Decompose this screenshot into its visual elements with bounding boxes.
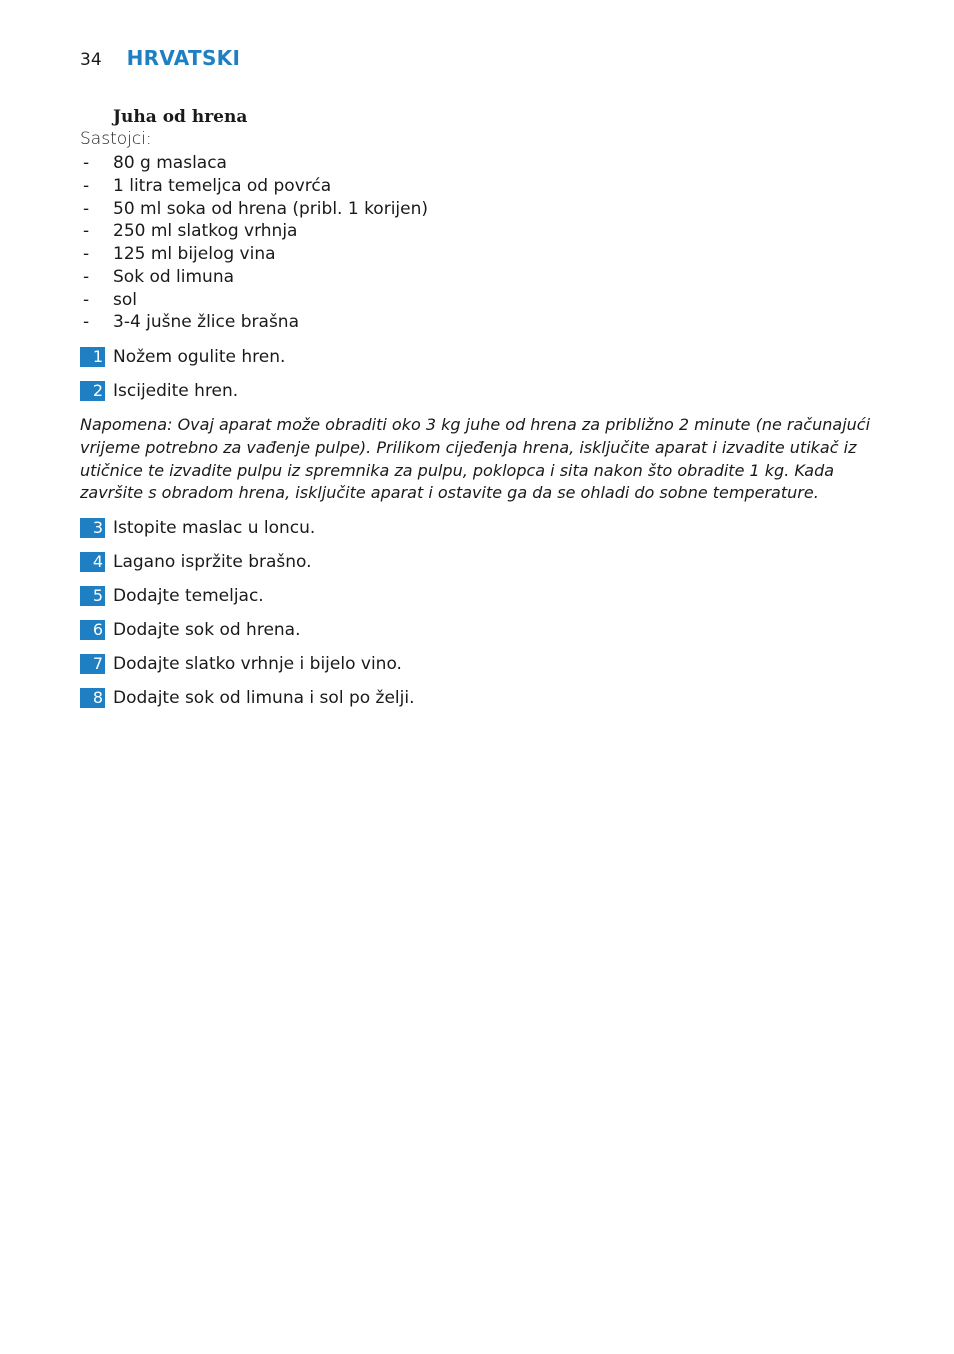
ingredient-item: - 50 ml soka od hrena (pribl. 1 korijen) <box>83 198 429 219</box>
ingredient-text: 250 ml slatkog vrhnja <box>113 221 298 242</box>
step-text: Dodajte sok od limuna i sol po želji. <box>113 688 415 708</box>
ingredient-item: - 1 litra temeljca od povrća <box>83 175 332 196</box>
step-number-badge: 4 <box>80 552 105 572</box>
ingredient-text: 125 ml bijelog vina <box>113 244 276 264</box>
section-title: HRVATSKI <box>126 46 241 70</box>
ingredient-item: - 125 ml bijelog vina <box>83 244 276 264</box>
ingredient-text: 50 ml soka od hrena (pribl. 1 korijen) <box>113 198 429 219</box>
step-8 <box>80 687 415 709</box>
ingredient-item: - 80 g maslaca <box>83 153 227 173</box>
ingredient-text: 1 litra temeljca od povrća <box>113 175 332 196</box>
step-number-badge: 5 <box>80 586 105 606</box>
step-3 <box>80 517 315 539</box>
ingredient-text: 3-4 jušne žlice brašna <box>113 312 299 333</box>
ingredients-label: Sastojci: <box>80 129 152 149</box>
note-paragraph: Napomena: Ovaj aparat može obraditi oko 3 kg juhe od hrena za približno 2 minute (ne računajući vrijeme potrebno za vađenje pulpe). Prilikom cijeđenja hrena, isključite aparat i izvadite utikač iz utičnice te izvadite pulpu iz spremnika za pulpu, poklopca i sita nakon što obradite 1 kg. Kada završite s obradom hrena, isključite aparat i ostavite ga da se ohladi do sobne temperature. <box>80 415 871 503</box>
page-number: 34 <box>80 50 102 70</box>
step-6 <box>80 619 301 641</box>
step-text: Lagano ispržite brašno. <box>113 552 312 572</box>
step-5 <box>80 585 264 607</box>
ingredient-item: - sol <box>83 289 137 310</box>
step-number-badge: 3 <box>80 518 105 538</box>
ingredients-list <box>80 152 428 334</box>
step-number-badge: 2 <box>80 381 105 401</box>
step-text: Dodajte sok od hrena. <box>113 620 301 640</box>
step-number-badge: 1 <box>80 347 105 367</box>
ingredient-text: sol <box>113 289 137 310</box>
ingredient-text: Sok od limuna <box>113 266 235 287</box>
step-7 <box>80 653 402 675</box>
ingredient-item: - Sok od limuna <box>83 266 235 287</box>
ingredient-item: - 3-4 jušne žlice brašna <box>83 312 299 333</box>
page-header <box>80 46 240 70</box>
step-4 <box>80 551 312 573</box>
step-number-badge: 6 <box>80 620 105 640</box>
ingredient-item: - 250 ml slatkog vrhnja <box>83 221 298 242</box>
step-text: Iscijedite hren. <box>113 381 239 401</box>
step-2 <box>80 380 238 402</box>
step-number-badge: 7 <box>80 654 105 674</box>
recipe-title: Juha od hrena <box>113 107 248 127</box>
step-text: Nožem ogulite hren. <box>113 347 286 367</box>
step-1 <box>80 346 285 368</box>
step-number-badge: 8 <box>80 688 105 708</box>
ingredient-text: 80 g maslaca <box>113 153 227 173</box>
step-text: Dodajte slatko vrhnje i bijelo vino. <box>113 654 402 674</box>
step-text: Dodajte temeljac. <box>113 586 264 606</box>
step-text: Istopite maslac u loncu. <box>113 518 316 538</box>
